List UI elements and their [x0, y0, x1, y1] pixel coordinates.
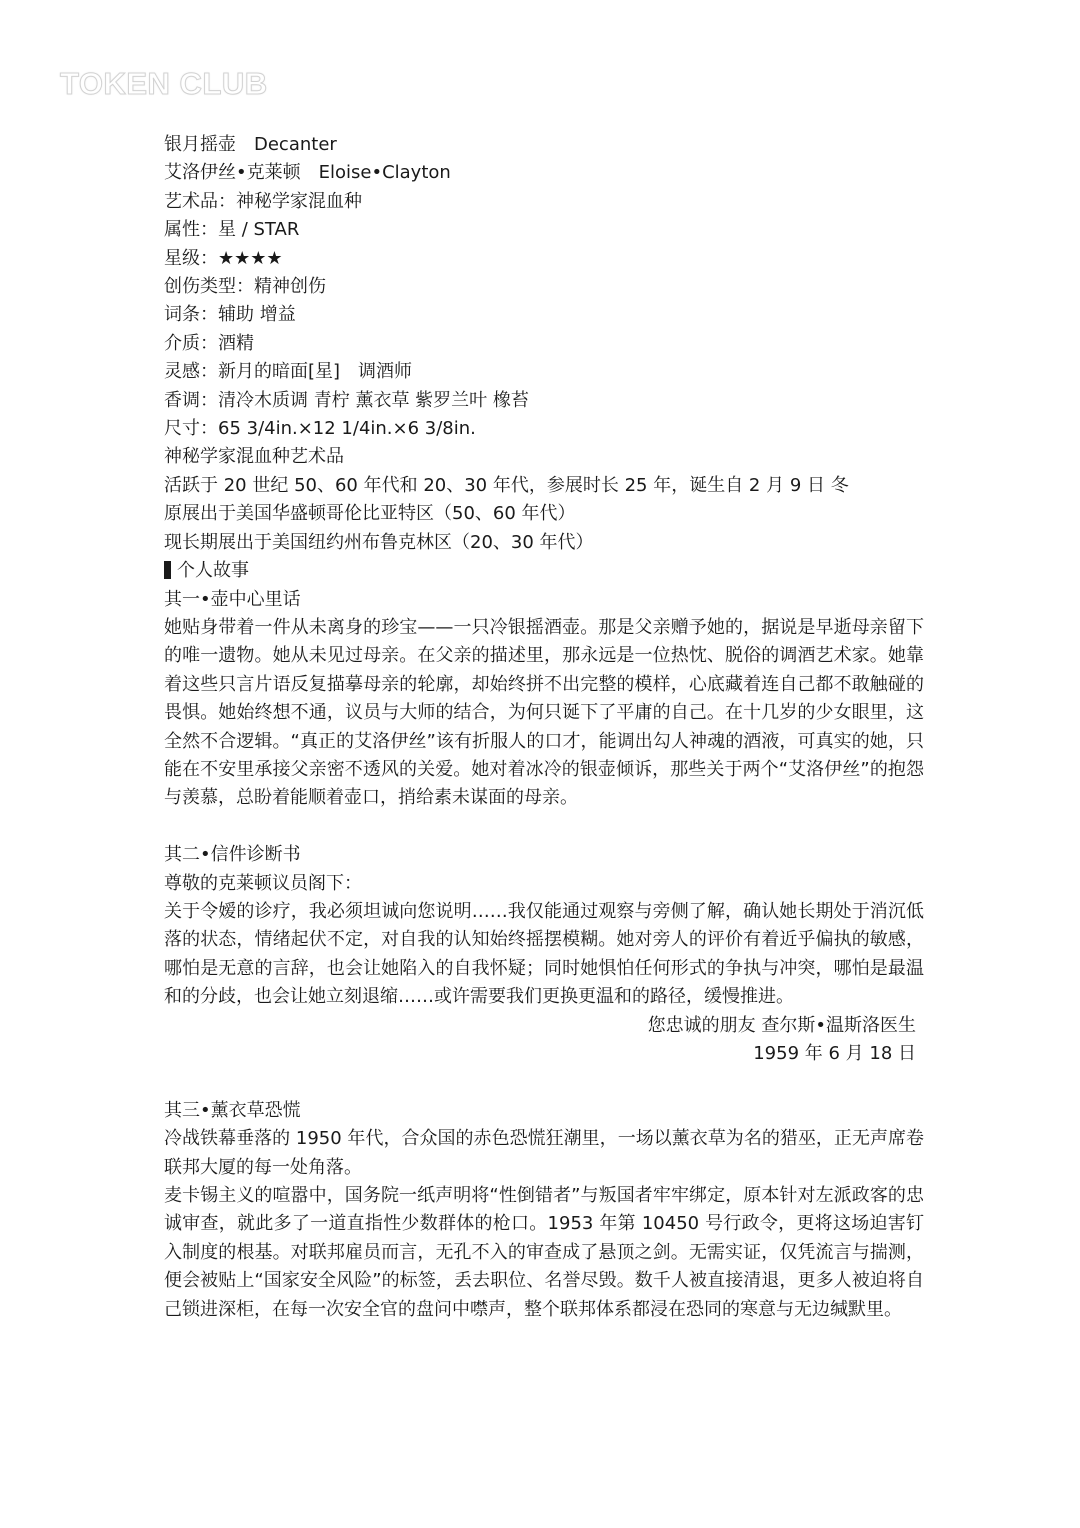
- section-heading-story: [164, 557, 924, 585]
- profile-line-size: 尺寸：65 3/4in.×12 1/4in.×6 3/8in.: [164, 418, 476, 440]
- document-body: [164, 131, 924, 1324]
- profile-line-active: 活跃于 20 世纪 50、60 年代和 20、30 年代，参展时长 25 年，诞生自 2 月 9 日 冬: [164, 474, 849, 496]
- letter-signature: 您忠诚的朋友 查尔斯•温斯洛医生: [647, 1014, 916, 1036]
- profile-line-current: 现长期展出于美国纽约州布鲁克林区（20、30 年代）: [164, 531, 594, 553]
- story-two-title: 其二•信件诊断书: [164, 844, 301, 866]
- profile-line-title: 银月摇壶 Decanter: [164, 134, 337, 155]
- spacer: [164, 813, 924, 841]
- letter-salutation: 尊敬的克莱顿议员阁下：: [164, 872, 362, 894]
- story-three-paragraph-2: 麦卡锡主义的喧嚣中，国务院一纸声明将“性倒错者”与叛国者牢牢绑定，原本针对左派政客的忠诚审查，就此多了一道直指性少数群体的枪口。1953 年第 10450 号行政令，更将这场迫害钉入制度的根基。对联邦雇员而言，无孔不入的审查成了悬顶之剑。无需实证，仅凭流言与揣测，便会被贴上“国家安全风险”的标签，丢去职位、名誉尽毁。数千人被直接清退，更多人被迫将自己锁进深柜，在每一次安全官的盘问中噤声，整个联邦体系都浸在恐同的寒意与无边缄默里。: [164, 1185, 924, 1320]
- story-one: [164, 586, 924, 813]
- profile-line-medium: 介质：酒精: [164, 332, 254, 354]
- profile-line-origin: 原展出于美国华盛顿哥伦比亚特区（50、60 年代）: [164, 503, 576, 525]
- story-three: [164, 1097, 924, 1324]
- story-two: [164, 841, 924, 1068]
- spacer: [164, 1068, 924, 1096]
- profile-line-tags: 词条：辅助 增益: [164, 304, 296, 326]
- profile-line-inspiration: 灵感：新月的暗面[星] 调酒师: [164, 361, 413, 383]
- watermark-logo: TOKEN CLUB: [60, 66, 268, 101]
- story-one-body: 她贴身带着一件从未离身的珍宝——一只冷银摇酒壶。那是父亲赠予她的，据说是早逝母亲留下的唯一遗物。她从未见过母亲。在父亲的描述里，那永远是一位热忱、脱俗的调酒艺术家。她靠着这些只言片语反复描摹母亲的轮廓，却始终拼不出完整的模样，心底藏着连自己都不敢触碰的畏惧。她始终想不通，议员与大师的结合，为何只诞下了平庸的自己。在十几岁的少女眼里，这全然不合逻辑。“真正的艾洛伊丝”该有折服人的口才，能调出勾人神魂的酒液，可真实的她，只能在不安里承接父亲密不透风的关爱。她对着冰冷的银壶倾诉，那些关于两个“艾洛伊丝”的抱怨与羡慕，总盼着能顺着壶口，捎给素未谋面的母亲。: [164, 616, 924, 809]
- profile-block: [164, 131, 924, 557]
- letter-body: 关于令嫒的诊疗，我必须坦诚向您说明……我仅能通过观察与旁侧了解，确认她长期处于消沉低落的状态，情绪起伏不定，对自我的认知始终摇摆模糊。她对旁人的评价有着近乎偏执的敏感，哪怕是无意的言辞，也会让她陷入的自我怀疑；同时她惧怕任何形式的争执与冲突，哪怕是最温和的分歧，也会让她立刻退缩……或许需要我们更换更温和的路径，缓慢推进。: [164, 900, 924, 1008]
- profile-line-scent: 香调：清冷木质调 青柠 薰衣草 紫罗兰叶 橡苔: [164, 389, 529, 411]
- profile-line-category: 神秘学家混血种艺术品: [164, 446, 344, 468]
- profile-line-name: 艾洛伊丝•克莱顿 Eloise•Clayton: [164, 162, 451, 184]
- story-three-title: 其三•薰衣草恐慌: [164, 1099, 301, 1121]
- profile-line-attribute: 属性：星 / STAR: [164, 219, 300, 241]
- profile-line-trauma-type: 创伤类型：精神创伤: [164, 276, 326, 298]
- story-one-title: 其一•壶中心里话: [164, 588, 301, 610]
- section-heading-text: 个人故事: [177, 560, 249, 582]
- letter-date: 1959 年 6 月 18 日: [753, 1042, 916, 1064]
- profile-line-rating: 星级：★★★★: [164, 247, 283, 269]
- story-three-paragraph-1: 冷战铁幕垂落的 1950 年代，合众国的赤色恐慌狂潮里，一场以薰衣草为名的猎巫，正无声席卷联邦大厦的每一处角落。: [164, 1128, 924, 1178]
- profile-line-artwork: 艺术品：神秘学家混血种: [164, 190, 362, 212]
- heading-bar-icon: [164, 561, 171, 579]
